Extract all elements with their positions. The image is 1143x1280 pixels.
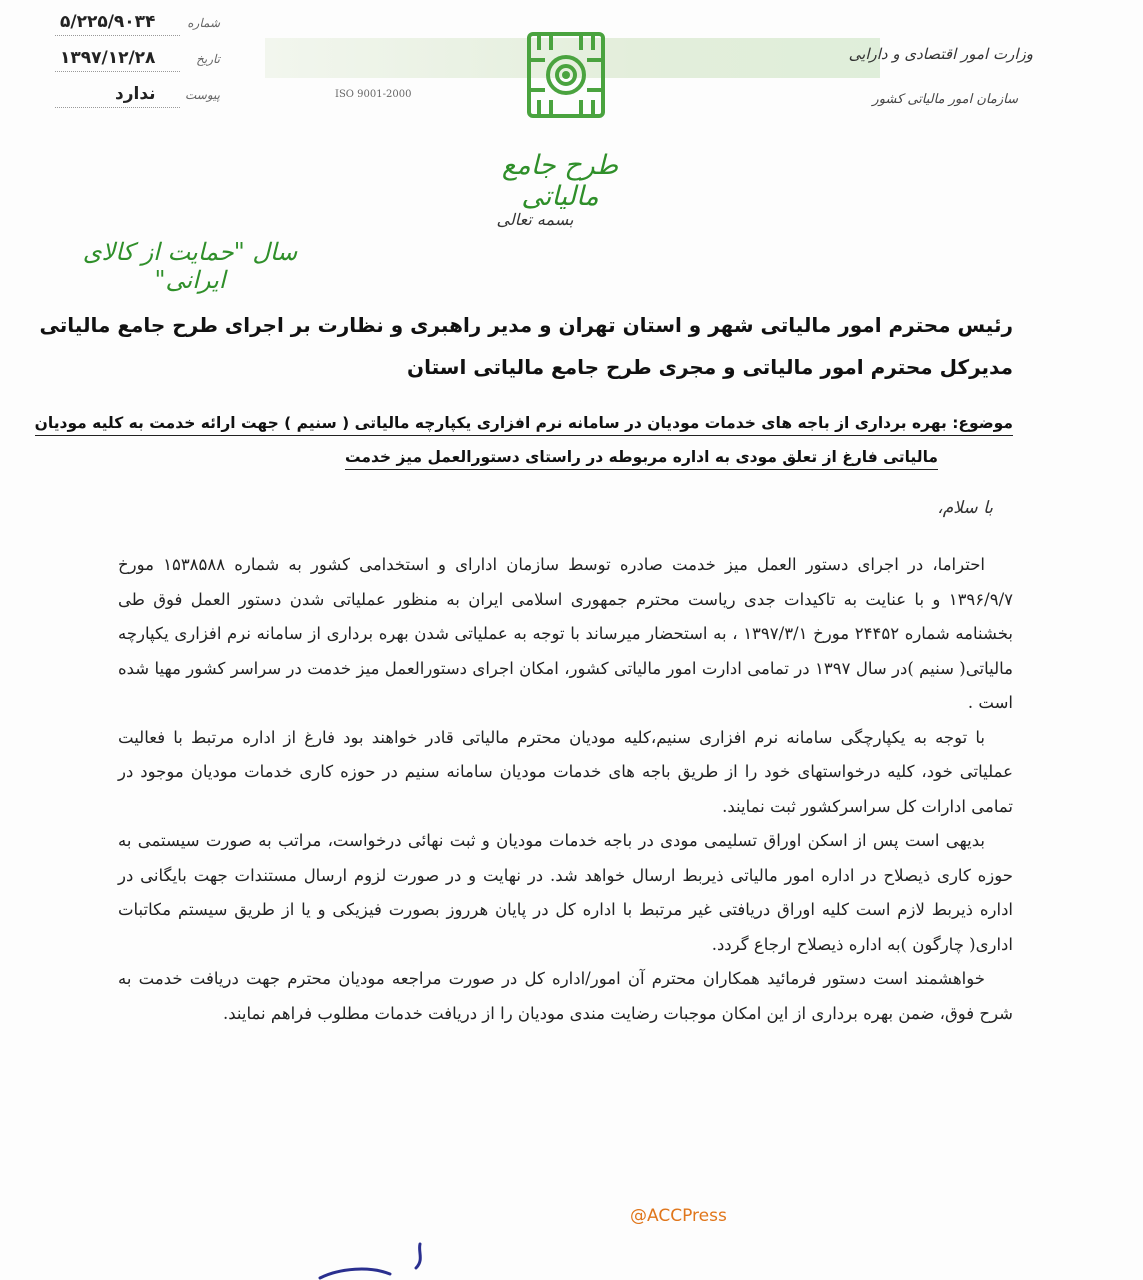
organization-name: سازمان امور مالیاتی کشور xyxy=(872,92,1018,107)
body-paragraph: احتراما، در اجرای دستور العمل میز خدمت صادره توسط سازمان ادارای و استخدامی کشور به شماره ۱۵۳۸۵۸۸ مورخ ۱۳۹۶/۹/۷ و با عنایت به تاکیدات جدی ریاست محترم جمهوری اسلامی ایران به منظور عملیاتی شدن دستور العمل فوق طی بخشنامه شماره ۲۴۴۵۲ مورخ ۱۳۹۷/۳/۱ ، به استحضار میرساند با توجه به عملیاتی شدن بهره برداری از سامانه نرم افزاری یکپارچه مالیاتی( سنیم )در سال ۱۳۹۷ در تمامی ادارت امور مالیاتی کشور، امکان اجرای دستورالعمل میز خدمت در سراسر کشور مهیا شده است . xyxy=(118,555,1013,712)
attachment-line xyxy=(55,107,180,108)
tax-organization-logo xyxy=(525,30,607,120)
subject-line: موضوع: بهره برداری از باجه های خدمات مودیان در سامانه نرم افزاری یکپارچه مالیاتی ( سنیم ) جهت ارائه خدمت به کلیه مودیان xyxy=(35,414,1013,436)
plan-title: طرح جامع مالیاتی xyxy=(501,150,619,212)
signature xyxy=(300,1238,460,1280)
number-row xyxy=(55,10,220,40)
number-line xyxy=(55,35,180,36)
number-value: ۵/۲۲۵/۹۰۳۴ xyxy=(60,12,156,32)
year-slogan: سال "حمایت از کالای ایرانی" xyxy=(82,238,298,294)
recipient-line: رئیس محترم امور مالیاتی شهر و استان تهران و مدیر راهبری و نظارت بر اجرای طرح جامع مالیاتی xyxy=(39,313,1013,337)
body-paragraph: خواهشمند است دستور فرمائید همکاران محترم آن امور/اداره کل در صورت مراجعه مودیان محترم جهت دریافت خدمت به شرح فوق، ضمن بهره برداری از این امکان موجبات رضایت مندی مودیان را از دریافت خدمات مطلوب فراهم نمایند. xyxy=(118,969,1013,1023)
attachment-value: ندارد xyxy=(115,84,156,104)
body-paragraph: با توجه به یکپارچگی سامانه نرم افزاری سنیم،کلیه مودیان محترم مالیاتی قادر خواهند بود فارغ از اداره مرتبط با فعالیت عملیاتی خود، کلیه درخواستهای خود را از طریق باجه های خدمات مودیان سامانه سنیم در حوزه کاری خدمات مودیان موجود در تمامی ادارات کل سراسرکشور ثبت نمایند. xyxy=(118,727,1013,816)
date-value: ۱۳۹۷/۱۲/۲۸ xyxy=(60,48,156,68)
letter-body xyxy=(118,548,1013,1031)
ministry-name: وزارت امور اقتصادی و دارایی xyxy=(848,45,1033,63)
date-row xyxy=(55,46,220,76)
attachment-label: پیوست xyxy=(185,88,220,102)
body-paragraph: بدیهی است پس از اسکن اوراق تسلیمی مودی در باجه خدمات مودیان و ثبت نهائی درخواست، مراتب به صورت سیستمی به حوزه کاری ذیصلاح در اداره امور مالیاتی ذیربط ارسال خواهد شد. در نهایت و در صورت لزوم ارسال مستندات جهت بایگانی در اداره ذیربط لازم است کلیه اوراق دریافتی غیر مرتبط با اداره کل در پایان هرروز بصورت فیزیکی و یا از طریق سیستم مکاتبات اداری( چارگون )به اداره ذیصلاح ارجاع گردد. xyxy=(118,831,1013,954)
recipient-line: مدیرکل محترم امور مالیاتی و مجری طرح جامع مالیاتی استان xyxy=(407,355,1013,379)
date-label: تاریخ xyxy=(196,52,220,66)
number-label: شماره xyxy=(187,16,220,30)
iso-label: ISO 9001-2000 xyxy=(335,89,412,100)
letter-meta xyxy=(55,10,225,120)
watermark: @ACCPress xyxy=(630,1206,727,1226)
subject-line: مالیاتی فارغ از تعلق مودی به اداره مربوطه در راستای دستورالعمل میز خدمت xyxy=(345,448,938,470)
greeting: با سلام، xyxy=(937,498,993,518)
attachment-row xyxy=(55,82,220,112)
date-line xyxy=(55,71,180,72)
bismillah: بسمه تعالی xyxy=(496,210,574,229)
